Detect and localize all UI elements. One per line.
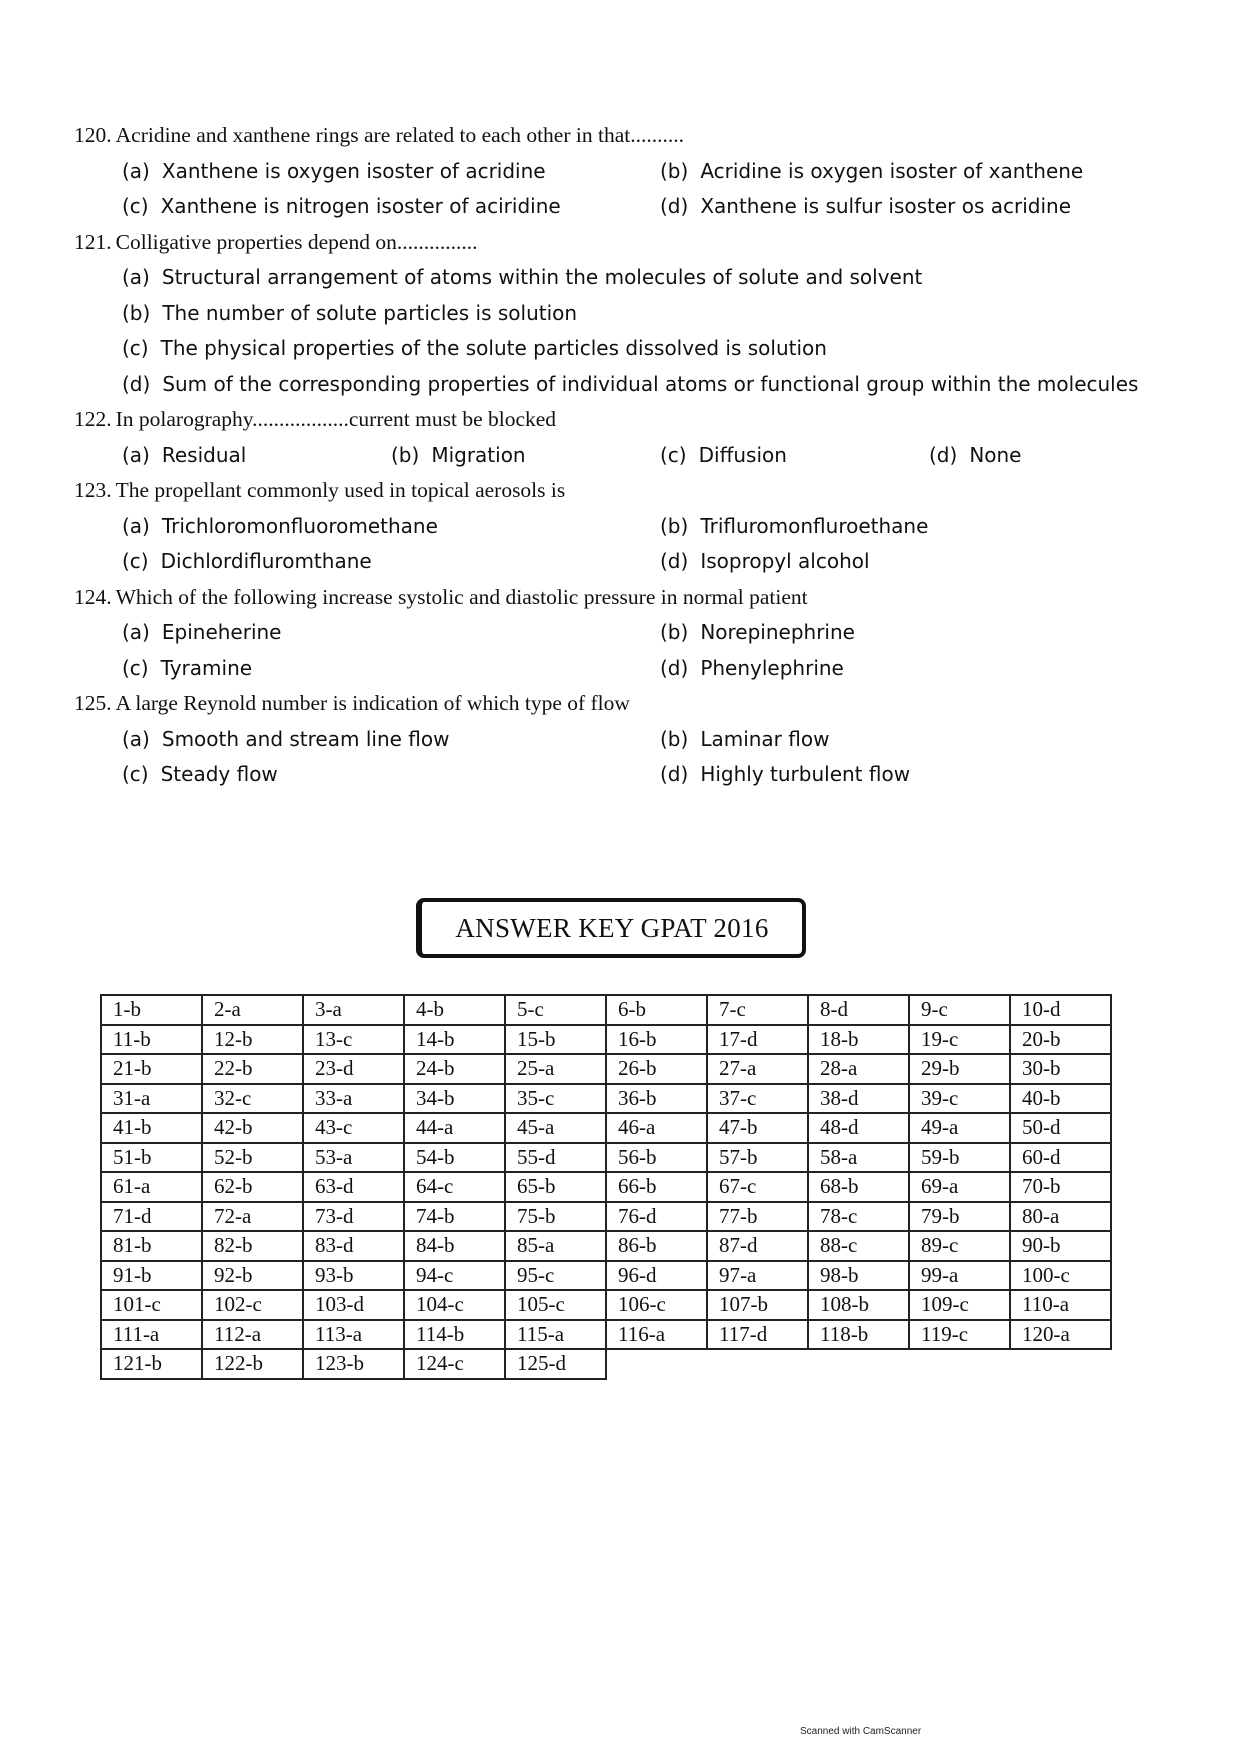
empty-cell [1010,1349,1111,1379]
answer-option [660,615,1180,651]
option-letter: (a) [122,513,150,538]
option-list [74,615,1184,686]
answer-key-cell: 119-c [909,1320,1010,1350]
question-text: Colligative properties depend on............... [115,229,478,254]
option-list [74,438,1184,474]
question-number: 125. [74,691,112,715]
answer-option [660,154,1180,190]
option-letter: (b) [122,300,151,325]
answer-key-cell: 88-c [808,1231,909,1261]
empty-cell [707,1349,808,1379]
answer-key-cell: 95-c [505,1261,606,1291]
answer-key-cell: 82-b [202,1231,303,1261]
option-letter: (d) [929,442,958,467]
option-text: Sum of the corresponding properties of individual atoms or functional group within the molecules [162,371,1139,396]
option-text: Residual [161,442,247,467]
answer-key-cell: 85-a [505,1231,606,1261]
answer-key-cell: 117-d [707,1320,808,1350]
answer-key-cell: 13-c [303,1025,404,1055]
answer-key-cell: 49-a [909,1113,1010,1143]
question-stem [74,473,1184,509]
option-letter: (a) [122,158,150,183]
option-text: Laminar flow [700,726,830,751]
answer-option [122,189,660,225]
answer-key-cell: 33-a [303,1084,404,1114]
answer-key-cell: 121-b [101,1349,202,1379]
answer-key-cell: 105-c [505,1290,606,1320]
option-text: Xanthene is sulfur isoster os acridine [700,194,1072,218]
question-stem [74,580,1184,616]
answer-key-cell: 92-b [202,1261,303,1291]
answer-key-cell: 77-b [707,1202,808,1232]
empty-cell [606,1349,707,1379]
answer-key-cell: 112-a [202,1320,303,1350]
answer-option [122,757,660,793]
answer-key-cell: 26-b [606,1054,707,1084]
answer-key-cell: 110-a [1010,1290,1111,1320]
answer-key-cell: 10-d [1010,995,1111,1025]
question-block [74,580,1184,687]
answer-key-cell: 67-c [707,1172,808,1202]
option-letter: (d) [660,762,689,786]
answer-key-cell: 75-b [505,1202,606,1232]
answer-key-cell: 124-c [404,1349,505,1379]
answer-key-cell: 15-b [505,1025,606,1055]
answer-option [660,651,1180,687]
answer-key-cell: 56-b [606,1143,707,1173]
answer-key-cell: 65-b [505,1172,606,1202]
answer-option [660,189,1180,225]
question-block [74,118,1184,225]
answer-key-cell: 94-c [404,1261,505,1291]
answer-key-row [101,1054,1111,1084]
question-block [74,473,1184,580]
answer-key-cell: 34-b [404,1084,505,1114]
answer-key-cell: 51-b [101,1143,202,1173]
answer-key-cell: 27-a [707,1054,808,1084]
answer-option [660,509,1180,545]
answer-key-cell: 70-b [1010,1172,1111,1202]
answer-key-cell: 3-a [303,995,404,1025]
answer-key-cell: 79-b [909,1202,1010,1232]
answer-key-cell: 38-d [808,1084,909,1114]
answer-key-cell: 76-d [606,1202,707,1232]
answer-key-row [101,1143,1111,1173]
answer-key-cell: 54-b [404,1143,505,1173]
answer-key-cell: 68-b [808,1172,909,1202]
answer-option [122,544,660,580]
answer-key-cell: 78-c [808,1202,909,1232]
answer-key-cell: 98-b [808,1261,909,1291]
option-text: Norepinephrine [700,620,855,644]
answer-key-cell: 74-b [404,1202,505,1232]
answer-key-cell: 55-d [505,1143,606,1173]
option-text: Highly turbulent flow [700,762,911,786]
option-text: Acridine is oxygen isoster of xanthene [700,158,1084,183]
answer-key-cell: 62-b [202,1172,303,1202]
option-letter: (b) [660,620,689,644]
answer-key-row [101,1172,1111,1202]
answer-key-cell: 43-c [303,1113,404,1143]
option-text: Isopropyl alcohol [700,549,870,573]
answer-key-row [101,1231,1111,1261]
answer-key-cell: 120-a [1010,1320,1111,1350]
option-text: Migration [431,442,526,467]
question-block [74,225,1184,403]
question-stem [74,225,1184,261]
answer-key-cell: 29-b [909,1054,1010,1084]
answer-key-cell: 28-a [808,1054,909,1084]
answer-key-cell: 100-c [1010,1261,1111,1291]
option-letter: (a) [122,620,150,644]
option-letter: (a) [122,265,150,289]
answer-key-cell: 47-b [707,1113,808,1143]
option-letter: (d) [660,655,689,680]
answer-key-cell: 118-b [808,1320,909,1350]
answer-key-cell: 103-d [303,1290,404,1320]
option-text: Structural arrangement of atoms within the molecules of solute and solvent [161,265,923,289]
answer-key-cell: 44-a [404,1113,505,1143]
question-number: 123. [74,478,112,502]
answer-option [122,509,660,545]
question-block [74,686,1184,793]
answer-key-cell: 63-d [303,1172,404,1202]
option-text: The physical properties of the solute particles dissolved is solution [160,336,827,360]
option-letter: (d) [660,549,689,573]
option-letter: (a) [122,726,150,751]
answer-key-cell: 89-c [909,1231,1010,1261]
answer-key-cell: 123-b [303,1349,404,1379]
answer-key-cell: 32-c [202,1084,303,1114]
answer-option [122,651,660,687]
option-text: Diffusion [698,442,787,467]
answer-key-cell: 2-a [202,995,303,1025]
answer-key-cell: 69-a [909,1172,1010,1202]
answer-key-cell: 81-b [101,1231,202,1261]
answer-key-row [101,1320,1111,1350]
option-list [74,260,1184,402]
answer-key-cell: 50-d [1010,1113,1111,1143]
answer-key-cell: 46-a [606,1113,707,1143]
question-number: 124. [74,584,112,609]
answer-option [660,544,1180,580]
answer-key-row [101,1290,1111,1320]
option-list [74,509,1184,580]
empty-cell [808,1349,909,1379]
answer-key-cell: 101-c [101,1290,202,1320]
answer-key-row [101,1113,1111,1143]
option-letter: (d) [122,371,151,396]
option-text: None [969,442,1022,467]
answer-key-cell: 14-b [404,1025,505,1055]
option-letter: (c) [122,655,149,680]
option-text: Dichlordifluromthane [160,549,372,573]
answer-option [122,296,1182,332]
answer-key-cell: 9-c [909,995,1010,1025]
option-text: Xanthene is nitrogen isoster of aciridine [160,194,561,218]
answer-option [660,757,1180,793]
answer-key-cell: 96-d [606,1261,707,1291]
answer-key-cell: 86-b [606,1231,707,1261]
option-list [74,154,1184,225]
answer-key-cell: 80-a [1010,1202,1111,1232]
answer-option [122,154,660,190]
answer-key-cell: 21-b [101,1054,202,1084]
answer-key-cell: 72-a [202,1202,303,1232]
option-text: Steady flow [160,762,278,786]
answer-key-cell: 111-a [101,1320,202,1350]
answer-key-cell: 1-b [101,995,202,1025]
answer-key-cell: 108-b [808,1290,909,1320]
answer-key-cell: 31-a [101,1084,202,1114]
answer-key-row [101,1202,1111,1232]
answer-option [122,331,1182,367]
answer-key-cell: 99-a [909,1261,1010,1291]
answer-option [929,438,1129,474]
answer-option [122,367,1182,403]
option-text: The number of solute particles is solution [162,300,578,325]
option-letter: (c) [122,762,149,786]
answer-key-cell: 109-c [909,1290,1010,1320]
question-number: 121. [74,229,112,254]
scanner-footer: Scanned with CamScanner [800,1726,922,1737]
answer-key-cell: 97-a [707,1261,808,1291]
answer-key-cell: 116-a [606,1320,707,1350]
option-text: Epineherine [161,620,282,644]
option-letter: (b) [391,442,420,467]
answer-key-row [101,995,1111,1025]
question-list [74,118,1184,793]
answer-key-cell: 114-b [404,1320,505,1350]
option-text: Trichloromonfluoromethane [161,513,438,538]
answer-key-cell: 59-b [909,1143,1010,1173]
question-stem [74,402,1184,438]
answer-key-cell: 35-c [505,1084,606,1114]
answer-key-cell: 60-d [1010,1143,1111,1173]
answer-key-row [101,1261,1111,1291]
answer-key-cell: 20-b [1010,1025,1111,1055]
option-letter: (c) [122,336,149,360]
option-letter: (d) [660,194,689,218]
answer-key-cell: 45-a [505,1113,606,1143]
question-text: A large Reynold number is indication of which type of flow [115,691,630,715]
answer-option [391,438,660,474]
answer-key-cell: 39-c [909,1084,1010,1114]
answer-key-cell: 36-b [606,1084,707,1114]
answer-key-cell: 8-d [808,995,909,1025]
answer-option [122,615,660,651]
answer-key-row [101,1084,1111,1114]
answer-key-row [101,1025,1111,1055]
question-text: Acridine and xanthene rings are related to each other in that.......... [115,123,684,147]
question-number: 122. [74,407,112,431]
answer-key-cell: 42-b [202,1113,303,1143]
answer-key-cell: 53-a [303,1143,404,1173]
option-text: Smooth and stream line flow [161,726,450,751]
answer-key-cell: 16-b [606,1025,707,1055]
answer-key-cell: 23-d [303,1054,404,1084]
option-list [74,722,1184,793]
answer-key-cell: 64-c [404,1172,505,1202]
option-letter: (c) [122,549,149,573]
answer-key-cell: 52-b [202,1143,303,1173]
answer-key-cell: 122-b [202,1349,303,1379]
option-letter: (a) [122,442,150,467]
answer-key-cell: 87-d [707,1231,808,1261]
answer-key-cell: 71-d [101,1202,202,1232]
answer-key-cell: 84-b [404,1231,505,1261]
option-letter: (b) [660,726,689,751]
answer-key-cell: 61-a [101,1172,202,1202]
question-number: 120. [74,123,112,147]
answer-key-cell: 66-b [606,1172,707,1202]
option-letter: (b) [660,158,689,183]
answer-key-cell: 19-c [909,1025,1010,1055]
answer-key-cell: 115-a [505,1320,606,1350]
option-text: Trifluromonfluroethane [700,513,929,538]
option-text: Tyramine [160,655,253,680]
answer-key-cell: 125-d [505,1349,606,1379]
answer-key-cell: 73-d [303,1202,404,1232]
option-letter: (b) [660,513,689,538]
answer-key-row [101,1349,1111,1379]
answer-key-cell: 37-c [707,1084,808,1114]
answer-key-cell: 7-c [707,995,808,1025]
answer-option [122,438,391,474]
answer-key-cell: 41-b [101,1113,202,1143]
answer-key-cell: 4-b [404,995,505,1025]
answer-key-title: ANSWER KEY GPAT 2016 [416,898,806,958]
question-text: The propellant commonly used in topical aerosols is [115,478,566,502]
answer-key-cell: 25-a [505,1054,606,1084]
answer-key-cell: 18-b [808,1025,909,1055]
question-stem [74,686,1184,722]
option-text: Xanthene is oxygen isoster of acridine [161,158,546,183]
answer-option [660,438,929,474]
answer-key-cell: 83-d [303,1231,404,1261]
answer-key-cell: 12-b [202,1025,303,1055]
option-text: Phenylephrine [700,655,844,680]
answer-key-cell: 91-b [101,1261,202,1291]
answer-key-cell: 107-b [707,1290,808,1320]
question-block [74,402,1184,473]
answer-key-cell: 104-c [404,1290,505,1320]
answer-key-cell: 57-b [707,1143,808,1173]
answer-option [660,722,1180,758]
answer-key-cell: 6-b [606,995,707,1025]
answer-option [122,260,1182,296]
answer-key-cell: 24-b [404,1054,505,1084]
answer-key-cell: 113-a [303,1320,404,1350]
answer-key-cell: 17-d [707,1025,808,1055]
answer-option [122,722,660,758]
answer-key-cell: 58-a [808,1143,909,1173]
answer-key-cell: 93-b [303,1261,404,1291]
answer-key-cell: 102-c [202,1290,303,1320]
answer-key-cell: 30-b [1010,1054,1111,1084]
answer-key-cell: 5-c [505,995,606,1025]
answer-key-cell: 48-d [808,1113,909,1143]
answer-key-cell: 40-b [1010,1084,1111,1114]
question-text: Which of the following increase systolic and diastolic pressure in normal patient [115,584,808,609]
answer-key-cell: 106-c [606,1290,707,1320]
question-text: In polarography..................current must be blocked [115,407,557,431]
answer-key-cell: 11-b [101,1025,202,1055]
question-stem [74,118,1184,154]
answer-key-cell: 22-b [202,1054,303,1084]
answer-key-cell: 90-b [1010,1231,1111,1261]
empty-cell [909,1349,1010,1379]
option-letter: (c) [122,194,149,218]
option-letter: (c) [660,442,687,467]
answer-key-table [100,994,1112,1380]
